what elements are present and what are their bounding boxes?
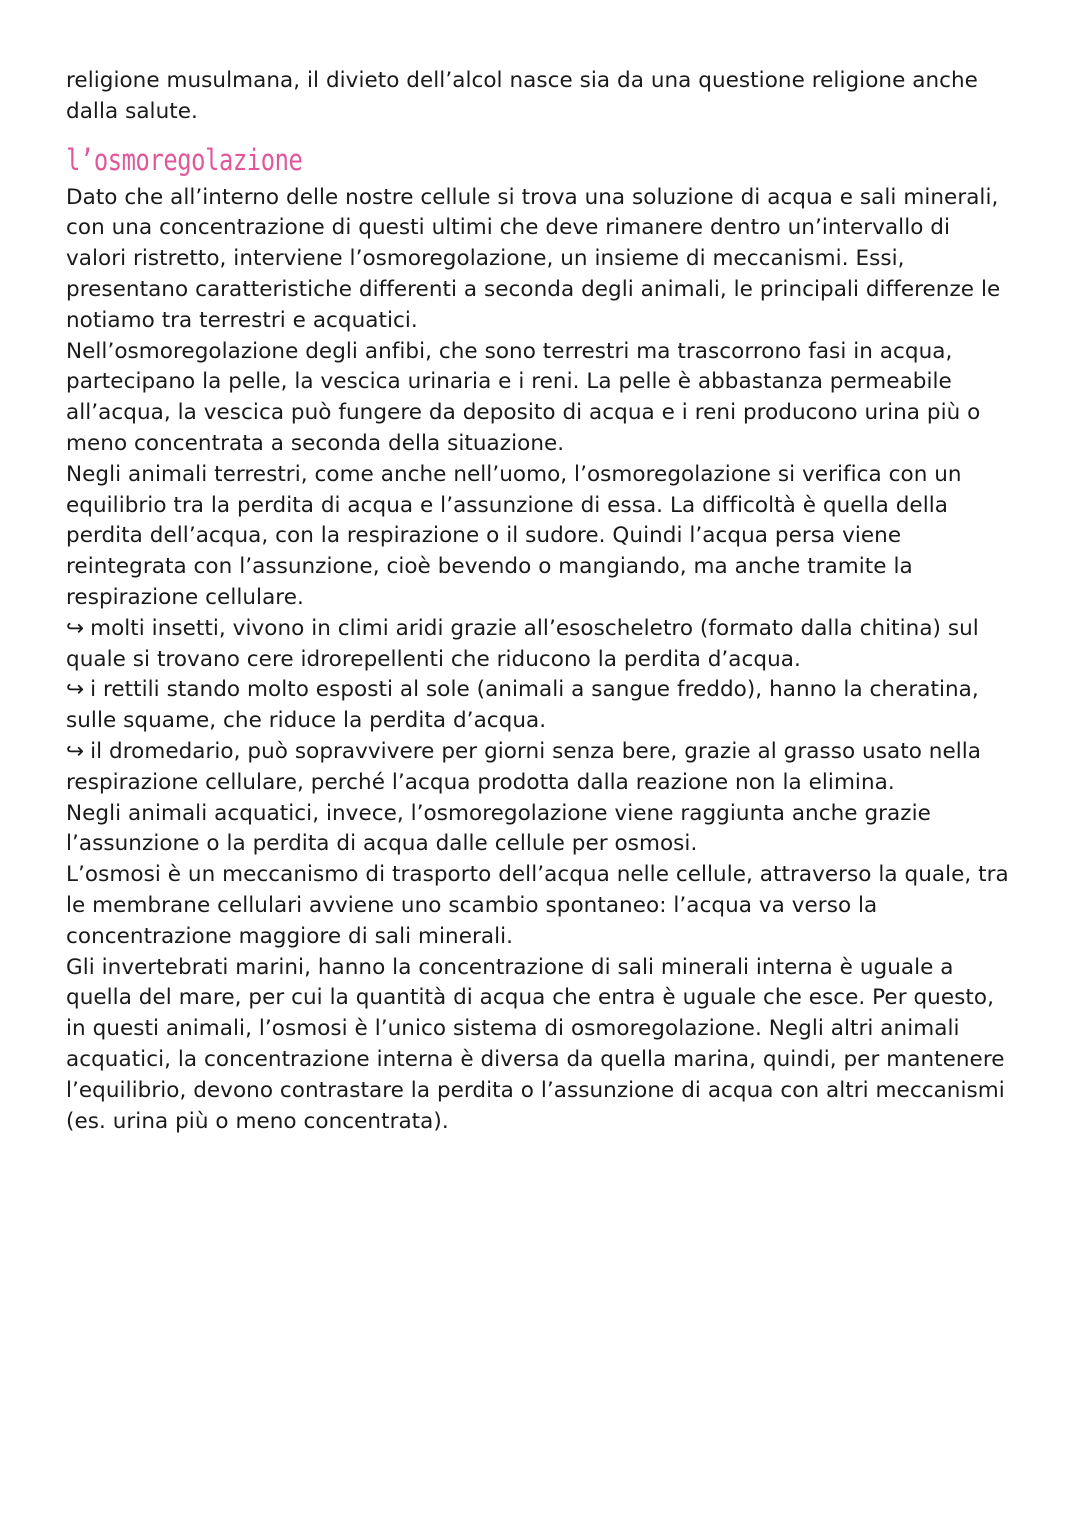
intro-paragraph: religione musulmana, il divieto dell’alcol nasce sia da una questione religione anche dalla salute. xyxy=(66,68,978,124)
bullet-reptiles xyxy=(66,675,1016,737)
paragraph-marine-invertebrates: Gli invertebrati marini, hanno la concentrazione di sali minerali interna è uguale a quella del mare, per cui la quantità di acqua che entra è uguale che esce. Per questo, in questi animali, l’osmosi è l’unico sistema di osmoregolazione. Negli altri animali acquatici, la concentrazione interna è diversa da quella marina, quindi, per mantenere l’equilibrio, devono contrastare la perdita o l’assunzione di acqua con altri meccanismi (es. urina più o meno concentrata). xyxy=(66,954,1005,1134)
bullet-insects xyxy=(66,614,1016,676)
hook-arrow-icon: ↪ xyxy=(66,615,85,641)
hook-arrow-icon: ↪ xyxy=(66,738,85,764)
paragraph-osmosis: L’osmosi è un meccanismo di trasporto dell’acqua nelle cellule, attraverso la quale, tra le membrane cellulari avviene uno scambio spontaneo: l’acqua va verso la concentrazione maggiore di sali minerali. xyxy=(66,862,1009,949)
section-title: l’osmoregolazione xyxy=(66,142,303,177)
paragraph-terrestrial: Negli animali terrestri, come anche nell’uomo, l’osmoregolazione si verifica con un equilibrio tra la perdita di acqua e l’assunzione di essa. La difficoltà è quella della perdita dell’acqua, con la respirazione o il sudore. Quindi l’acqua persa viene reintegrata con l’assunzione, cioè bevendo o mangiando, ma anche tramite la respirazione cellulare. xyxy=(66,461,962,610)
document-page xyxy=(66,66,1016,1137)
paragraph-amphibians: Nell’osmoregolazione degli anfibi, che sono terrestri ma trascorrono fasi in acqua, partecipano la pelle, la vescica urinaria e i reni. La pelle è abbastanza permeabile all’acqua, la vescica può fungere da deposito di acqua e i reni producono urina più o meno concentrata a seconda della situazione. xyxy=(66,338,981,456)
bullet-reptiles-text: i rettili stando molto esposti al sole (animali a sangue freddo), hanno la cheratina, sulle squame, che riduce la perdita d’acqua. xyxy=(66,677,979,734)
bullet-dromedary-text: il dromedario, può sopravvivere per giorni senza bere, grazie al grasso usato nella respirazione cellulare, perché l’acqua prodotta dalla reazione non la elimina. xyxy=(66,738,982,795)
paragraph-aquatic: Negli animali acquatici, invece, l’osmoregolazione viene raggiunta anche grazie l’assunzione o la perdita di acqua dalle cellule per osmosi. xyxy=(66,800,931,857)
paragraph-osmoregulation-intro: Dato che all’interno delle nostre cellule si trova una soluzione di acqua e sali minerali, con una concentrazione di questi ultimi che deve rimanere dentro un’intervallo di valori ristretto, interviene l’osmoregolazione, un insieme di meccanismi. Essi, presentano caratteristiche differenti a seconda degli animali, le principali differenze le notiamo tra terrestri e acquatici. xyxy=(66,184,1001,333)
bullet-dromedary xyxy=(66,737,1016,799)
bullet-insects-text: molti insetti, vivono in climi aridi grazie all’esoscheletro (formato dalla chitina) sul quale si trovano cere idrorepellenti che riducono la perdita d’acqua. xyxy=(66,615,979,672)
hook-arrow-icon: ↪ xyxy=(66,677,85,703)
